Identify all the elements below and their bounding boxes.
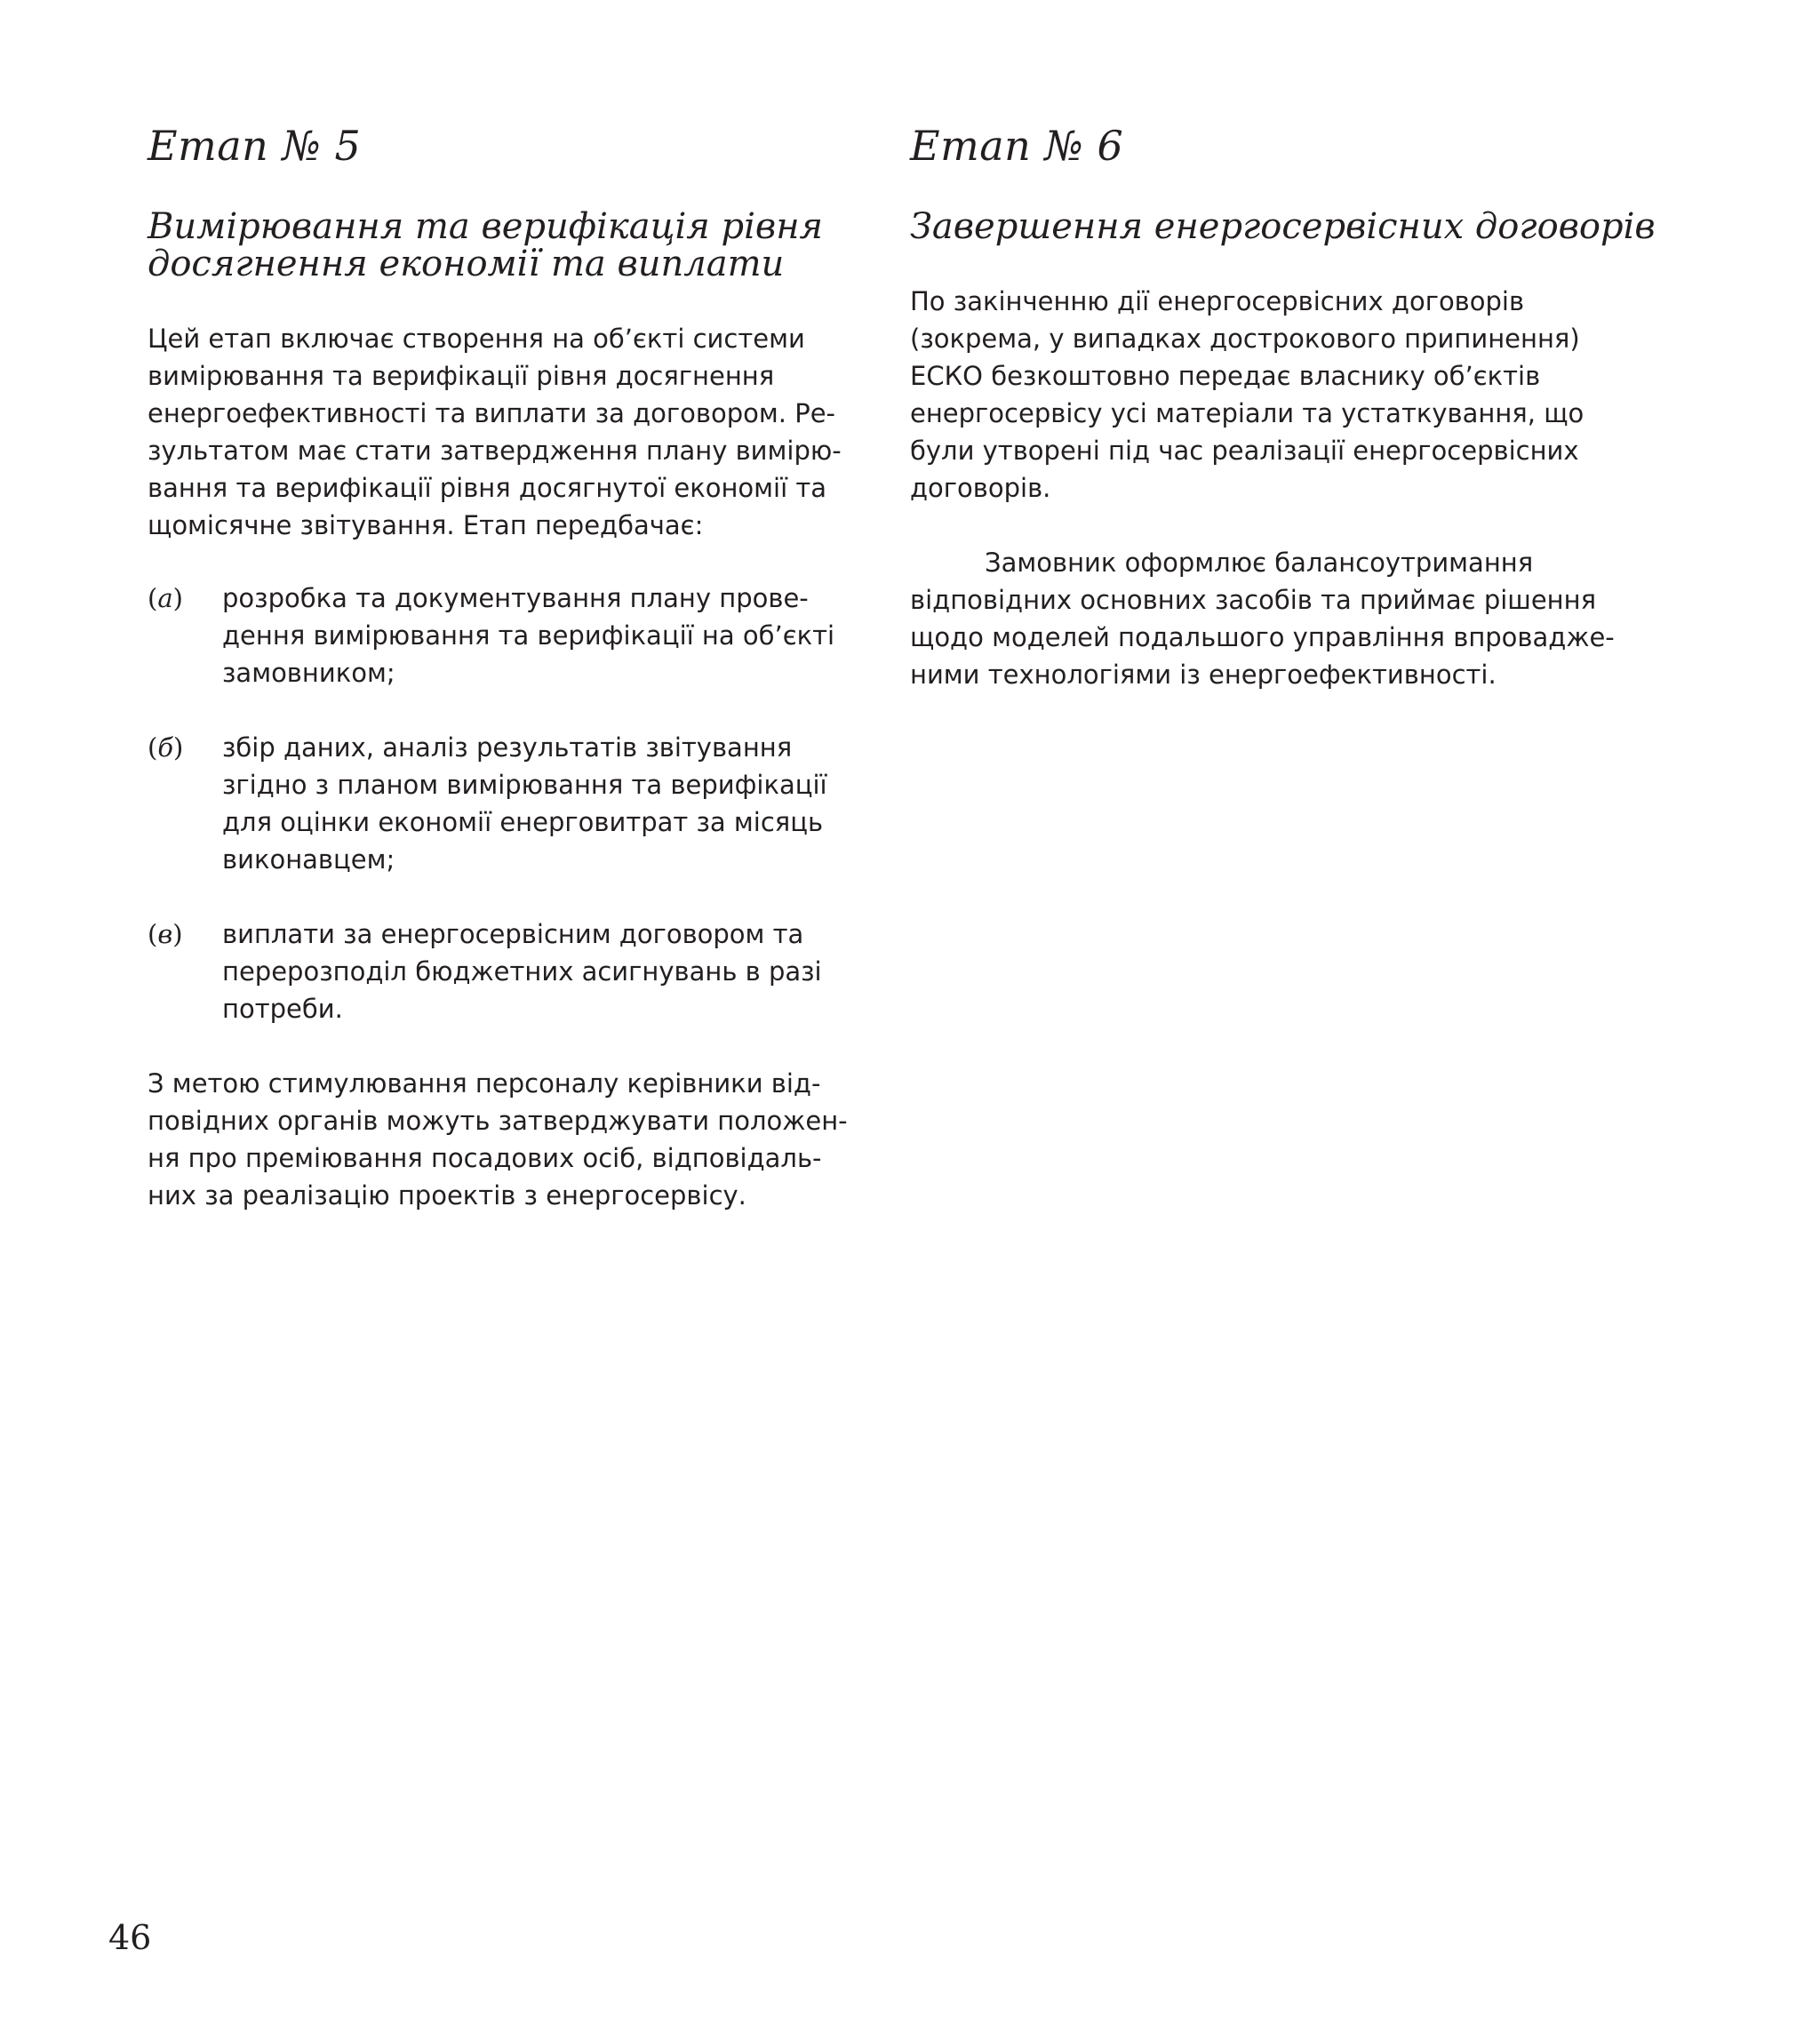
text-line: виплати за енергосервісним договором та xyxy=(222,919,804,949)
text-line: Замовник оформлює балансоутримання xyxy=(985,547,1534,578)
list-marker: (а) xyxy=(148,583,183,613)
text-line: Цей етап включає створення на об’єкті системи xyxy=(148,324,805,354)
stage-5-intro xyxy=(148,320,858,544)
text-line: згідно з планом вимірювання та верифікації xyxy=(222,770,827,800)
text-line: них за реалізацію проектів з енергосервісу. xyxy=(148,1180,746,1211)
text-line: замовником; xyxy=(222,658,395,688)
text-line: енергоефективності та виплати за договором. Ре- xyxy=(148,398,835,428)
text-line: щомісячне звітування. Етап передбачає: xyxy=(148,510,704,540)
text-line: договорів. xyxy=(910,473,1051,503)
list-item-text xyxy=(222,915,858,1027)
left-column xyxy=(148,121,858,1214)
right-column xyxy=(910,121,1656,693)
text-line: ними технологіями із енергоефективності. xyxy=(910,659,1497,690)
text-line: виконавцем; xyxy=(222,844,395,875)
text-line: вимірювання та верифікації рівня досягнення xyxy=(148,361,775,391)
text-line: для оцінки економії енерговитрат за місяць xyxy=(222,807,824,837)
stage-6-title: Етап № 6 xyxy=(910,122,1124,170)
stage-6-intro xyxy=(910,283,1648,507)
text-line: розробка та документування плану прове- xyxy=(222,583,809,613)
list-item-text xyxy=(222,579,858,691)
list-marker: (в) xyxy=(148,919,183,949)
section-title-line: Завершення енергосервісних договорів xyxy=(910,206,1656,247)
stage-5-closing xyxy=(148,1065,858,1214)
list-item xyxy=(148,729,858,878)
stage-5-section-title xyxy=(148,208,858,283)
section-title-line: досягнення економії та виплати xyxy=(148,244,785,284)
text-line: енергосервісу усі матеріали та устаткування, що xyxy=(910,398,1585,428)
text-line: дення вимірювання та верифікації на об’єкті xyxy=(222,620,835,651)
text-line: перерозподіл бюджетних асигнувань в разі xyxy=(222,956,822,987)
text-line: ЕСКО безкоштовно передає власнику об’єктів xyxy=(910,361,1541,391)
page-number: 46 xyxy=(108,1918,152,1957)
text-line: З метою стимулювання персоналу керівники від- xyxy=(148,1068,821,1099)
text-line: відповідних основних засобів та приймає рішення xyxy=(910,585,1597,615)
list-item-text xyxy=(222,729,858,878)
stage-6-second-paragraph xyxy=(910,544,1648,693)
text-line: збір даних, аналіз результатів звітування xyxy=(222,732,793,763)
text-line: (зокрема, у випадках дострокового припинення) xyxy=(910,324,1580,354)
text-line: повідних органів можуть затверджувати положен- xyxy=(148,1106,848,1136)
section-title-line: Вимірювання та верифікація рівня xyxy=(148,206,824,247)
text-line: зультатом має стати затвердження плану вимірю- xyxy=(148,436,842,466)
stage-5-title: Етап № 5 xyxy=(148,122,362,170)
stage-6-section-title xyxy=(910,206,1656,247)
list-item xyxy=(148,579,858,691)
text-line: були утворені під час реалізації енергосервісних xyxy=(910,436,1579,466)
text-line: потреби. xyxy=(222,994,343,1024)
list-item xyxy=(148,915,858,1027)
text-line: ня про преміювання посадових осіб, відповідаль- xyxy=(148,1143,822,1173)
stage-5-list xyxy=(148,579,858,1027)
text-line: вання та верифікації рівня досягнутої економії та xyxy=(148,473,827,503)
text-line: щодо моделей подальшого управління впроваджe- xyxy=(910,622,1615,652)
list-marker: (б) xyxy=(148,732,184,763)
text-line: По закінченню дії енергосервісних договорів xyxy=(910,286,1525,316)
